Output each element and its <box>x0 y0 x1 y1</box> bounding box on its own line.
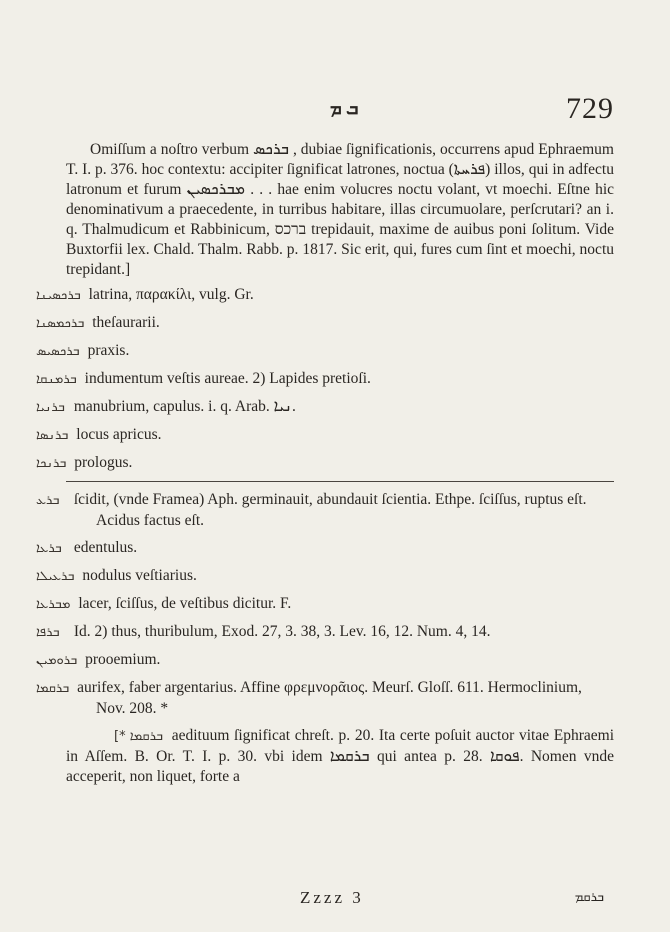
entry-headword: ܒܪܟܡܣܢܐ <box>36 316 85 331</box>
entry-prooemium <box>36 650 614 671</box>
entry-headword: ܒܪܟܣܝܢܐ <box>36 288 81 303</box>
entry-definition: ſcidit, (vnde Framea) Aph. germinauit, abundauit ſcientia. Ethpe. ſciſſus, ruptus eſt. Acidus factus eſt. <box>73 491 587 529</box>
entry-headword: ܒܪܟܣܝܣ <box>36 344 80 359</box>
entry-definition: lacer, ſciſſus, de veſtibus dicitur. F. <box>78 595 292 612</box>
catchword: ܒܪܩܡ <box>574 890 604 905</box>
entry-scidit: ܒܪܥ ſcidit, (vnde Framea) Aph. germinauit, abundauit ſcientia. Ethpe. ſciſſus, ruptus eſt. Acidus factus eſt. <box>36 491 587 529</box>
entry-definition: praxis. <box>87 342 130 359</box>
signature-mark: Zzzz 3 <box>300 888 364 907</box>
entry-thesaurarii <box>36 313 614 334</box>
page-footer <box>0 888 670 918</box>
entry-aedituum <box>66 726 614 787</box>
page-header <box>0 92 670 132</box>
entry-definition: prooemium. <box>85 651 161 668</box>
entry-headword: ܒܪܢܣܐ <box>36 428 69 443</box>
entry-indumentum <box>36 369 614 390</box>
entry-lacer <box>36 594 614 615</box>
page-number: 729 <box>566 92 614 125</box>
entry-latrina <box>36 285 614 306</box>
entry-definition: nodulus veſtiarius. <box>82 567 197 584</box>
entry-thus: ܒܪܦܐ Id. 2) thus, thuribulum, Exod. 27, 3. 38, 3. Lev. 16, 12. Num. 4, 14. <box>36 623 491 640</box>
entry-headword: ܒܪܡܢܩܐ <box>36 372 77 387</box>
entry-manubrium: ܒܪܢܝܐ manubrium, capulus. i. q. Arab. ܢܝܐ. <box>36 398 296 415</box>
entry-definition: theſaurarii. <box>92 314 160 331</box>
intro-paragraph: Omiſſum a noſtro verbum ܒܪܟܣ , dubiae ſignificationis, occurrens apud Ephraemum T. I. p. 376. hoc contextu: accipiter ſignificat latrones, noctua (ܦܪܚܬܐ) illos, qui in adfectu latronum et furum ܡܒܪܟܣܝܢ . . . hae enim volucres noctu volant, vt moechi. Eſtne hic denominativum a praecedente, in turribus habitare, illas circumuolare, perſcrutari? an i. q. Thalmudicum et Rabbinicum, ברכס trepidauit, maxime de auibus poni ſolitum. Vide Buxtorfii lex. Chald. Thalm. Rabb. p. 1817. Sic erit, qui, fures cum ſint et moechi, noctu trepidant.] <box>66 141 615 278</box>
entry-definition: indumentum veſtis aureae. 2) Lapides pretioſi. <box>84 370 371 387</box>
entry-headword: ܒܪܥܝܠܐ <box>36 569 75 584</box>
entry-definition: edentulus. <box>73 539 138 556</box>
entry-locus-apricus <box>36 425 614 446</box>
entry-definition: locus apricus. <box>76 426 162 443</box>
running-header: ܒ ܡ <box>330 98 359 118</box>
entry-definition: manubrium, capulus. i. q. Arab. ܢܝܐ. <box>73 398 296 415</box>
entry-nodulus <box>36 566 614 587</box>
entry-headword: [* ܒܪܩܡܐ <box>114 729 164 744</box>
entry-definition: prologus. <box>74 454 133 471</box>
entry-definition: Id. 2) thus, thuribulum, Exod. 27, 3. 38, 3. Lev. 16, 12. Num. 4, 14. <box>73 623 491 640</box>
entry-prologus <box>36 453 614 474</box>
page-body <box>36 140 615 794</box>
entry-headword: ܒܪܩܡܐ <box>36 681 70 696</box>
entry-edentulus: ܒܪܥܐ edentulus. <box>36 539 138 556</box>
entry-definition: latrina, παρακίλι, vulg. Gr. <box>88 286 254 303</box>
section-divider <box>66 481 614 482</box>
entry-definition: aedituum ſignificat chreſt. p. 20. Ita certe poſuit auctor vitae Ephraemi in Aſſem. B. Or. T. I. p. 30. vbi idem ܒܪܩܡܐ qui antea p. 28. ܦܘܩܐ. Nomen vnde acceperit, non liquet, forte a <box>66 727 615 785</box>
entry-headword: ܡܒܪܥܐ <box>36 597 71 612</box>
entry-headword: ܒܪܘܡܝܢ <box>36 653 78 668</box>
entry-definition: aurifex, faber argentarius. Affine φρεμνορᾶιος. Meurſ. Gloſſ. 611. Hermoclinium, Nov. 208. * <box>77 679 582 717</box>
entry-praxis <box>36 341 614 362</box>
entry-aurifex <box>36 678 614 719</box>
